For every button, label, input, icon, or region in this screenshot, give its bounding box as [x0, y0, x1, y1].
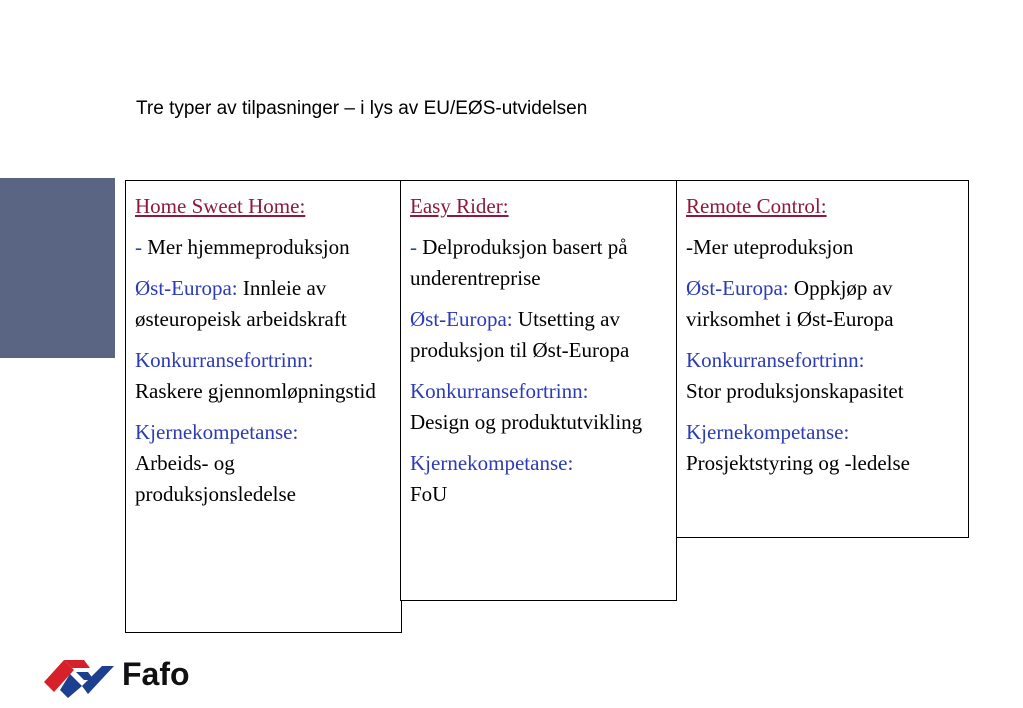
bullet-dash: - [410, 235, 423, 259]
column-heading: Remote Control: [686, 194, 827, 218]
competitive-advantage-text: Raskere gjennomløpningstid [135, 379, 376, 403]
core-competence-label: Kjernekompetanse: [135, 420, 299, 444]
core-competence-label: Kjernekompetanse: [410, 451, 574, 475]
bullet-dash: - [135, 235, 148, 259]
column-remote-control [676, 180, 969, 538]
east-europe-label: Øst-Europa: [135, 276, 238, 300]
east-europe-label: Øst-Europa: [686, 276, 789, 300]
column-home-sweet-home [125, 180, 402, 633]
slide-title: Tre typer av tilpasninger – i lys av EU/EØS-utvidelsen [136, 98, 588, 119]
east-europe-text: Innleie av østeuropeisk arbeidskraft [135, 276, 347, 331]
column-heading: Easy Rider: [410, 194, 509, 218]
strategy-text: -Mer uteproduksjon [686, 235, 854, 259]
east-europe-label: Øst-Europa: [410, 307, 513, 331]
core-competence-text: Arbeids- og produksjonsledelse [135, 451, 296, 506]
strategy-text: Mer hjemmeproduksjon [147, 235, 350, 259]
east-europe-text: Utsetting av produksjon til Øst-Europa [410, 307, 630, 362]
competitive-advantage-label: Konkurransefortrinn: [686, 348, 865, 372]
strategy-text: Delproduksjon basert på underentreprise [410, 235, 628, 290]
column-heading: Home Sweet Home: [135, 194, 306, 218]
core-competence-text: Prosjektstyring og -ledelse [686, 451, 910, 475]
fafo-logo [42, 652, 222, 702]
fafo-logo-icon [42, 652, 118, 702]
column-easy-rider [400, 180, 677, 601]
decorative-side-bar [0, 178, 115, 358]
competitive-advantage-label: Konkurransefortrinn: [135, 348, 314, 372]
logo-text: Fafo [122, 656, 190, 692]
east-europe-text: Oppkjøp av virksomhet i Øst-Europa [686, 276, 894, 331]
core-competence-label: Kjernekompetanse: [686, 420, 850, 444]
core-competence-text: FoU [410, 482, 448, 506]
competitive-advantage-text: Stor produksjonskapasitet [686, 379, 904, 403]
competitive-advantage-text: Design og produktutvikling [410, 410, 643, 434]
competitive-advantage-label: Konkurransefortrinn: [410, 379, 589, 403]
